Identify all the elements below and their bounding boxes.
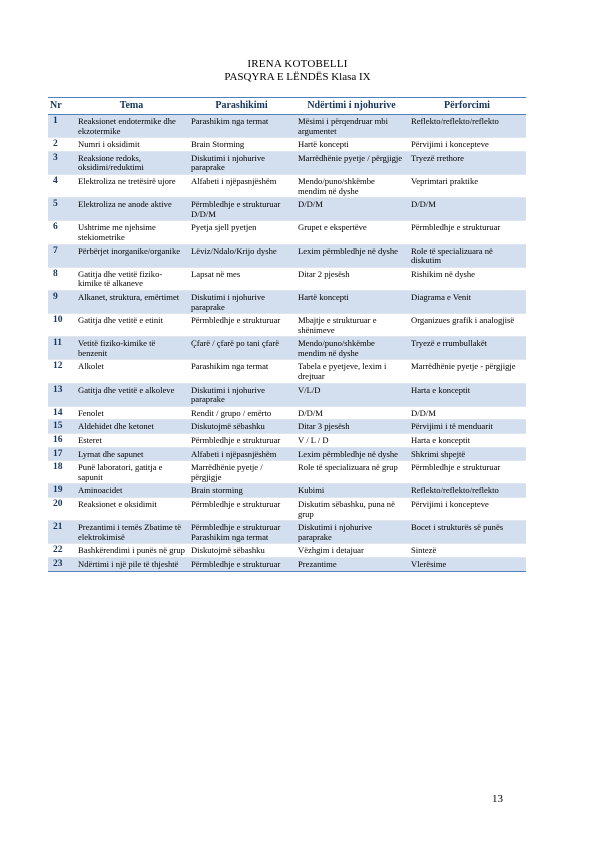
column-header-parashikimi: Parashikimi (188, 98, 295, 115)
reinforcement-cell: Vlerësime (408, 557, 526, 571)
reinforcement-cell: Shkrimi shpejtë (408, 447, 526, 461)
topic-cell: Aldehidet dhe ketonet (75, 420, 188, 434)
column-header-ndertimi: Ndërtimi i njohurive (295, 98, 408, 115)
knowledge-building-cell: D/D/M (295, 406, 408, 420)
row-number: 1 (48, 115, 75, 138)
reinforcement-cell: Përvijimi i të menduarit (408, 420, 526, 434)
topic-cell: Ushtrime me njehsime stekiometrike (75, 221, 188, 244)
knowledge-building-cell: Mendo/puno/shkëmbe mendim në dyshe (295, 174, 408, 197)
anticipation-cell: Përmbledhje e strukturuar (188, 314, 295, 337)
reinforcement-cell: Harta e konceptit (408, 383, 526, 406)
topic-cell: Bashkërendimi i punës në grup (75, 544, 188, 558)
row-number: 9 (48, 290, 75, 313)
topic-cell: Aminoacidet (75, 484, 188, 498)
table-row (48, 244, 526, 267)
anticipation-cell: Diskutojmë sëbashku (188, 420, 295, 434)
topic-cell: Numri i oksidimit (75, 138, 188, 152)
knowledge-building-cell: Hartë koncepti (295, 290, 408, 313)
row-number: 11 (48, 337, 75, 360)
table-row (48, 383, 526, 406)
anticipation-cell: Çfarë / çfarë po tani çfarë (188, 337, 295, 360)
reinforcement-cell: D/D/M (408, 198, 526, 221)
row-number: 8 (48, 267, 75, 290)
row-number: 21 (48, 521, 75, 544)
knowledge-building-cell: Ditar 3 pjesësh (295, 420, 408, 434)
row-number: 22 (48, 544, 75, 558)
row-number: 18 (48, 461, 75, 484)
row-number: 23 (48, 557, 75, 571)
column-header-perforcimi: Përforcimi (408, 98, 526, 115)
row-number: 4 (48, 174, 75, 197)
table-row (48, 138, 526, 152)
topic-cell: Vetitë fiziko-kimike të benzenit (75, 337, 188, 360)
knowledge-building-cell: Tabela e pyetjeve, lexim i drejtuar (295, 360, 408, 383)
knowledge-building-cell: Ditar 2 pjesësh (295, 267, 408, 290)
row-number: 13 (48, 383, 75, 406)
topic-cell: Alkanet, struktura, emërtimet (75, 290, 188, 313)
anticipation-cell: Brain storming (188, 484, 295, 498)
knowledge-building-cell: Diskutim sëbashku, puna në grup (295, 498, 408, 521)
knowledge-building-cell: Mendo/puno/shkëmbe mendim në dyshe (295, 337, 408, 360)
topic-cell: Punë laboratori, gatitja e sapunit (75, 461, 188, 484)
topic-cell: Gatitja dhe vetitë fiziko-kimike të alkaneve (75, 267, 188, 290)
reinforcement-cell: Harta e konceptit (408, 434, 526, 448)
row-number: 6 (48, 221, 75, 244)
anticipation-cell: Rendit / grupo / emërto (188, 406, 295, 420)
row-number: 15 (48, 420, 75, 434)
topic-cell: Ndërtimi i një pile të thjeshtë (75, 557, 188, 571)
topic-cell: Fenolet (75, 406, 188, 420)
reinforcement-cell: Rishikim në dyshe (408, 267, 526, 290)
reinforcement-cell: Tryezë rrethore (408, 151, 526, 174)
table-row (48, 267, 526, 290)
anticipation-cell: Lapsat në mes (188, 267, 295, 290)
topic-cell: Gatitja dhe vetitë e etinit (75, 314, 188, 337)
topic-cell: Lyrnat dhe sapunet (75, 447, 188, 461)
table-row (48, 498, 526, 521)
reinforcement-cell: Organizues grafik i analogjisë (408, 314, 526, 337)
anticipation-cell: Parashikim nga termat (188, 115, 295, 138)
table-row (48, 174, 526, 197)
topic-cell: Reaksionet endotermike dhe ekzotermike (75, 115, 188, 138)
knowledge-building-cell: Role të specializuara në grup (295, 461, 408, 484)
anticipation-cell: Diskutimi i njohurive paraprake (188, 290, 295, 313)
subject-overview-table (48, 97, 526, 572)
table-row (48, 337, 526, 360)
topic-cell: Elektroliza ne anode aktive (75, 198, 188, 221)
anticipation-cell: Alfabeti i njëpasnjëshëm (188, 174, 295, 197)
table-row (48, 484, 526, 498)
row-number: 19 (48, 484, 75, 498)
knowledge-building-cell: D/D/M (295, 198, 408, 221)
table-row (48, 290, 526, 313)
topic-cell: Elektroliza ne tretësirë ujore (75, 174, 188, 197)
row-number: 10 (48, 314, 75, 337)
row-number: 2 (48, 138, 75, 152)
reinforcement-cell: Veprimtari praktike (408, 174, 526, 197)
anticipation-cell: Përmbledhje e strukturuar Parashikim nga termat (188, 521, 295, 544)
page-number: 13 (492, 793, 503, 805)
knowledge-building-cell: Marrëdhënie pyetje / përgjigje (295, 151, 408, 174)
table-row (48, 115, 526, 138)
topic-cell: Përbërjet inorganike/organike (75, 244, 188, 267)
table-row (48, 406, 526, 420)
reinforcement-cell: Reflekto/reflekto/reflekto (408, 115, 526, 138)
row-number: 14 (48, 406, 75, 420)
table-row (48, 151, 526, 174)
topic-cell: Prezantimi i temës Zbatime të elektrokimisë (75, 521, 188, 544)
knowledge-building-cell: Grupet e ekspertëve (295, 221, 408, 244)
knowledge-building-cell: Vëzhgim i detajuar (295, 544, 408, 558)
anticipation-cell: Lëviz/Ndalo/Krijo dyshe (188, 244, 295, 267)
table-row (48, 314, 526, 337)
row-number: 12 (48, 360, 75, 383)
topic-cell: Reaksionet e oksidimit (75, 498, 188, 521)
column-header-tema: Tema (75, 98, 188, 115)
reinforcement-cell: Role të specializuara në diskutim (408, 244, 526, 267)
document-author: IRENA KOTOBELLI (247, 58, 348, 70)
row-number: 17 (48, 447, 75, 461)
anticipation-cell: Përmbledhje e strukturuar D/D/M (188, 198, 295, 221)
table-row (48, 544, 526, 558)
row-number: 5 (48, 198, 75, 221)
row-number: 7 (48, 244, 75, 267)
anticipation-cell: Përmbledhje e strukturuar (188, 498, 295, 521)
reinforcement-cell: Bocet i strukturës së punës (408, 521, 526, 544)
table-row (48, 360, 526, 383)
anticipation-cell: Përmbledhje e strukturuar (188, 434, 295, 448)
table-row (48, 557, 526, 571)
reinforcement-cell: Marrëdhënie pyetje - përgjigje (408, 360, 526, 383)
reinforcement-cell: Tryezë e rrumbullakët (408, 337, 526, 360)
table-row (48, 198, 526, 221)
anticipation-cell: Diskutimi i njohurive paraprake (188, 151, 295, 174)
reinforcement-cell: Përvijimi i koncepteve (408, 498, 526, 521)
anticipation-cell: Përmbledhje e strukturuar (188, 557, 295, 571)
table-row (48, 420, 526, 434)
reinforcement-cell: Reflekto/reflekto/reflekto (408, 484, 526, 498)
anticipation-cell: Brain Storming (188, 138, 295, 152)
knowledge-building-cell: Prezantime (295, 557, 408, 571)
knowledge-building-cell: Diskutimi i njohurive paraprake (295, 521, 408, 544)
topic-cell: Gatitja dhe vetitë e alkoleve (75, 383, 188, 406)
reinforcement-cell: Diagrama e Venit (408, 290, 526, 313)
row-number: 16 (48, 434, 75, 448)
topic-cell: Alkolet (75, 360, 188, 383)
table-row (48, 461, 526, 484)
anticipation-cell: Parashikim nga termat (188, 360, 295, 383)
knowledge-building-cell: Lexim përmbledhje në dyshe (295, 244, 408, 267)
topic-cell: Reaksione redoks, oksidimi/reduktimi (75, 151, 188, 174)
reinforcement-cell: Përmbledhje e strukturuar (408, 461, 526, 484)
knowledge-building-cell: Lexim përmbledhje në dyshe (295, 447, 408, 461)
table-row (48, 447, 526, 461)
table-row (48, 221, 526, 244)
knowledge-building-cell: V/L/D (295, 383, 408, 406)
row-number: 20 (48, 498, 75, 521)
anticipation-cell: Marrëdhënie pyetje / përgjigje (188, 461, 295, 484)
knowledge-building-cell: Mbajtje e strukturuar e shënimeve (295, 314, 408, 337)
table-row (48, 434, 526, 448)
reinforcement-cell: D/D/M (408, 406, 526, 420)
table-body (48, 115, 526, 572)
table-header-row (48, 98, 526, 115)
knowledge-building-cell: Mësimi i përqendruar mbi argumentet (295, 115, 408, 138)
table-row (48, 521, 526, 544)
document-title: PASQYRA E LËNDËS Klasa IX (224, 71, 371, 83)
column-header-nr: Nr (48, 98, 75, 115)
row-number: 3 (48, 151, 75, 174)
anticipation-cell: Diskutojmë sëbashku (188, 544, 295, 558)
reinforcement-cell: Përmbledhje e strukturuar (408, 221, 526, 244)
reinforcement-cell: Sintezë (408, 544, 526, 558)
anticipation-cell: Alfabeti i njëpasnjëshëm (188, 447, 295, 461)
knowledge-building-cell: V / L / D (295, 434, 408, 448)
knowledge-building-cell: Kubimi (295, 484, 408, 498)
reinforcement-cell: Përvijimi i koncepteve (408, 138, 526, 152)
anticipation-cell: Pyetja sjell pyetjen (188, 221, 295, 244)
anticipation-cell: Diskutimi i njohurive paraprake (188, 383, 295, 406)
knowledge-building-cell: Hartë koncepti (295, 138, 408, 152)
topic-cell: Esteret (75, 434, 188, 448)
